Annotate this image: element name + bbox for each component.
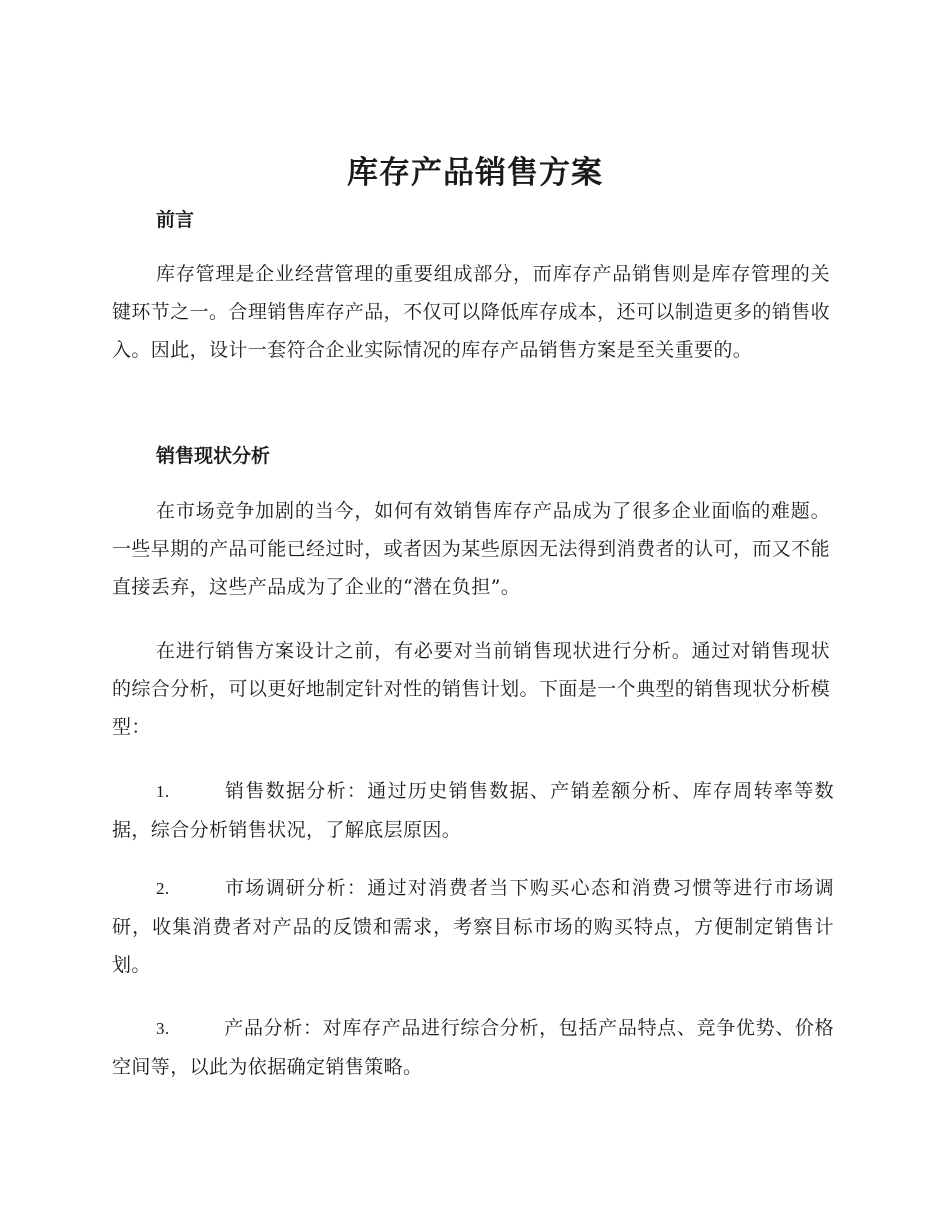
- list-item-number: 1.: [156, 782, 170, 801]
- list-item-text: 产品分析：对库存产品进行综合分析，包括产品特点、竞争优势、价格空间等，以此为依据确定销售策略。: [112, 1017, 834, 1078]
- list-item-text: 销售数据分析：通过历史销售数据、产销差额分析、库存周转率等数据，综合分析销售状况，了解底层原因。: [112, 780, 834, 841]
- list-item: [112, 869, 834, 984]
- sales-status-paragraph-1: 在市场竞争加剧的当今，如何有效销售库存产品成为了很多企业面临的难题。一些早期的产品可能已经过时，或者因为某些原因无法得到消费者的认可，而又不能直接丢弃，这些产品成为了企业的“潜在负担”。: [112, 500, 830, 598]
- list-item-number: 2.: [156, 879, 170, 898]
- preface-paragraph: 库存管理是企业经营管理的重要组成部分，而库存产品销售则是库存管理的关键环节之一。合理销售库存产品，不仅可以降低库存成本，还可以制造更多的销售收入。因此，设计一套符合企业实际情况的库存产品销售方案是至关重要的。: [112, 263, 830, 361]
- list-item-text: 市场调研分析：通过对消费者当下购买心态和消费习惯等进行市场调研，收集消费者对产品的反馈和需求，考察目标市场的购买特点，方便制定销售计划。: [112, 877, 834, 976]
- section-heading-sales-status: 销售现状分析: [156, 445, 271, 467]
- sales-status-paragraph-2: 在进行销售方案设计之前，有必要对当前销售现状进行分析。通过对销售现状的综合分析，可以更好地制定针对性的销售计划。下面是一个典型的销售现状分析模型：: [112, 640, 830, 738]
- list-item-number: 3.: [156, 1019, 170, 1038]
- section-heading-preface: 前言: [156, 209, 195, 231]
- document-title: 库存产品销售方案: [347, 155, 603, 191]
- list-item: [112, 772, 834, 849]
- list-item: [112, 1009, 834, 1086]
